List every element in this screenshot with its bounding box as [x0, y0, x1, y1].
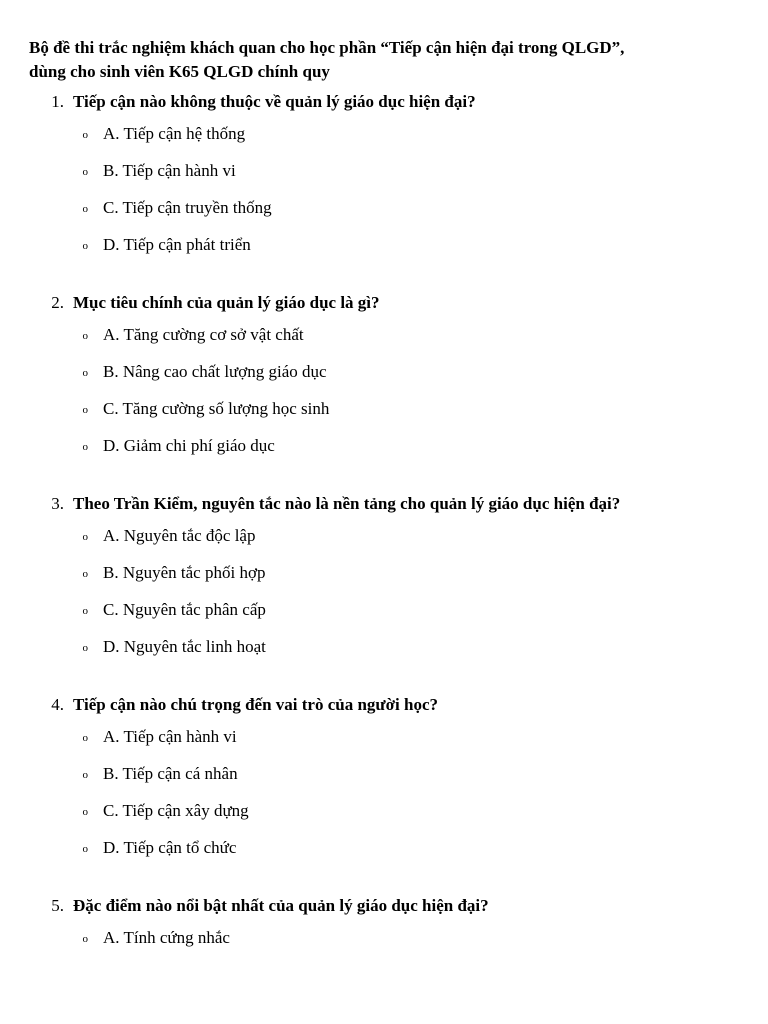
document-heading	[29, 36, 749, 84]
circle-bullet-icon: o	[82, 843, 88, 855]
question-line	[29, 894, 749, 918]
question-text: Tiếp cận nào chú trọng đến vai trò của người học?	[73, 695, 439, 714]
option-text: C. Nguyên tắc phân cấp	[103, 600, 266, 619]
answer-option	[29, 524, 749, 561]
option-text: A. Nguyên tắc độc lập	[103, 526, 256, 545]
question-item	[29, 90, 749, 270]
question-item	[29, 693, 749, 873]
question-line	[29, 291, 749, 315]
question-line	[29, 90, 749, 114]
circle-bullet-icon: o	[82, 166, 88, 178]
answer-option	[29, 799, 749, 836]
circle-bullet-icon: o	[82, 404, 88, 416]
circle-bullet-icon: o	[82, 933, 88, 945]
circle-bullet-icon: o	[82, 642, 88, 654]
question-line	[29, 492, 749, 516]
answer-option	[29, 233, 749, 270]
question-item	[29, 492, 749, 672]
option-text: B. Nguyên tắc phối hợp	[103, 563, 266, 582]
question-number: 1.	[51, 92, 64, 111]
option-text: B. Tiếp cận hành vi	[103, 161, 236, 180]
answer-option	[29, 159, 749, 196]
option-text: C. Tiếp cận truyền thống	[103, 198, 272, 217]
circle-bullet-icon: o	[82, 367, 88, 379]
option-text: C. Tiếp cận xây dựng	[103, 801, 249, 820]
circle-bullet-icon: o	[82, 441, 88, 453]
answer-option	[29, 122, 749, 159]
option-list	[29, 725, 749, 873]
circle-bullet-icon: o	[82, 531, 88, 543]
question-number: 5.	[51, 896, 64, 915]
circle-bullet-icon: o	[82, 732, 88, 744]
question-text: Mục tiêu chính của quản lý giáo dục là gì?	[73, 293, 380, 312]
option-text: D. Giảm chi phí giáo dục	[103, 436, 275, 455]
question-text: Theo Trần Kiểm, nguyên tắc nào là nền tảng cho quản lý giáo dục hiện đại?	[73, 494, 621, 513]
answer-option	[29, 196, 749, 233]
circle-bullet-icon: o	[82, 806, 88, 818]
option-text: D. Nguyên tắc linh hoạt	[103, 637, 266, 656]
option-list	[29, 524, 749, 672]
answer-option	[29, 561, 749, 598]
option-text: B. Tiếp cận cá nhân	[103, 764, 238, 783]
question-list	[29, 90, 749, 963]
answer-option	[29, 397, 749, 434]
question-number: 4.	[51, 695, 64, 714]
option-text: A. Tính cứng nhắc	[103, 928, 230, 947]
answer-option	[29, 635, 749, 672]
circle-bullet-icon: o	[82, 129, 88, 141]
option-text: D. Tiếp cận tổ chức	[103, 838, 237, 857]
question-number: 2.	[51, 293, 64, 312]
answer-option	[29, 360, 749, 397]
answer-option	[29, 598, 749, 635]
question-line	[29, 693, 749, 717]
option-list	[29, 122, 749, 270]
circle-bullet-icon: o	[82, 330, 88, 342]
circle-bullet-icon: o	[82, 605, 88, 617]
option-text: A. Tiếp cận hệ thống	[103, 124, 246, 143]
answer-option	[29, 762, 749, 799]
circle-bullet-icon: o	[82, 568, 88, 580]
document-page	[29, 36, 749, 984]
option-list	[29, 323, 749, 471]
answer-option	[29, 725, 749, 762]
option-text: B. Nâng cao chất lượng giáo dục	[103, 362, 327, 381]
circle-bullet-icon: o	[82, 203, 88, 215]
answer-option	[29, 836, 749, 873]
heading-line-1: Bộ đề thi trắc nghiệm khách quan cho học phần “Tiếp cận hiện đại trong QLGD”,	[29, 38, 625, 57]
option-list	[29, 926, 749, 963]
option-text: A. Tiếp cận hành vi	[103, 727, 237, 746]
question-item	[29, 291, 749, 471]
question-item	[29, 894, 749, 963]
circle-bullet-icon: o	[82, 769, 88, 781]
circle-bullet-icon: o	[82, 240, 88, 252]
answer-option	[29, 926, 749, 963]
option-text: C. Tăng cường số lượng học sinh	[103, 399, 330, 418]
option-text: A. Tăng cường cơ sở vật chất	[103, 325, 304, 344]
question-text: Tiếp cận nào không thuộc về quản lý giáo dục hiện đại?	[73, 92, 476, 111]
answer-option	[29, 323, 749, 360]
question-text: Đặc điểm nào nổi bật nhất của quản lý giáo dục hiện đại?	[73, 896, 489, 915]
heading-line-2: dùng cho sinh viên K65 QLGD chính quy	[29, 62, 330, 81]
question-number: 3.	[51, 494, 64, 513]
answer-option	[29, 434, 749, 471]
option-text: D. Tiếp cận phát triển	[103, 235, 251, 254]
